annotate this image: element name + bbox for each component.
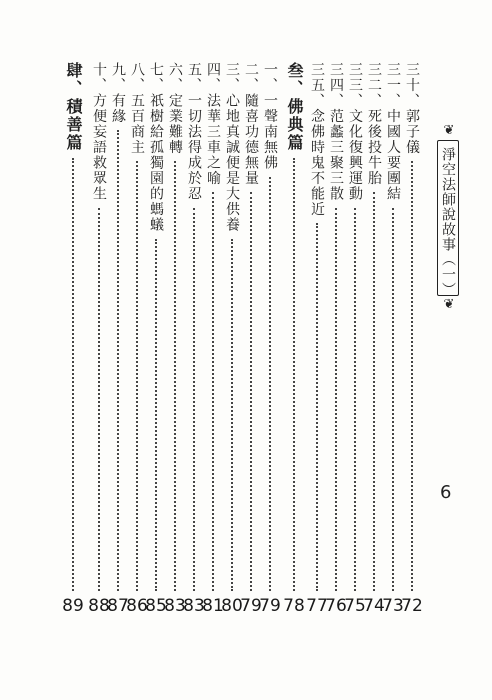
toc-dot-leader [155,239,157,591]
toc-entry-title: 三、心地真誠便是大供養 [224,62,240,233]
toc-entry-title: 三四、范蠡三聚三散 [328,62,344,202]
toc-dot-leader [354,208,356,591]
header-ornament-bottom-icon: ❦ [443,297,455,312]
toc-entry[interactable] [88,62,110,662]
toc-entry[interactable] [306,62,328,662]
toc-entry[interactable] [363,62,385,662]
toc-section[interactable] [283,62,305,662]
toc-entry[interactable] [325,62,347,662]
toc-dot-leader [174,161,176,591]
toc-dot-leader [136,161,138,591]
toc-dot-leader [231,239,233,591]
toc-entry[interactable] [107,62,129,662]
toc-entry-page: 88 [88,596,110,616]
toc-entry-page: 75 [344,596,366,616]
toc-entry-title: 五、一切法得成於忍 [186,62,202,202]
toc-entry[interactable] [164,62,186,662]
toc-entry-page: 73 [382,596,404,616]
toc-section-title: 叁、佛典篇 [285,62,304,152]
toc-entry-title: 六、定業難轉 [167,62,183,155]
toc-entry-page: 85 [145,596,167,616]
toc-entry-page: 83 [164,596,186,616]
toc-entry-page: 89 [62,596,84,616]
header-ornament-top-icon: ❦ [443,123,455,138]
toc-dot-leader [117,130,119,591]
toc-entry-title: 三五、念佛時鬼不能近 [309,62,325,217]
toc-dot-leader [250,192,252,591]
toc-entry-title: 八、五百商主 [129,62,145,155]
toc-entry-page: 78 [283,596,305,616]
toc-entry[interactable] [240,62,262,662]
toc-entry-page: 83 [183,596,205,616]
toc-section[interactable] [62,62,84,662]
toc-entry[interactable] [126,62,148,662]
toc-entry[interactable] [401,62,423,662]
toc-entry-page: 79 [240,596,262,616]
toc-entry[interactable] [145,62,167,662]
toc-entry-page: 79 [259,596,281,616]
toc-entry-page: 74 [363,596,385,616]
toc-entry-page: 76 [325,596,347,616]
toc-entry[interactable] [202,62,224,662]
toc-entry-title: 九、有緣 [110,62,126,124]
toc-dot-leader [335,208,337,591]
toc-dot-leader [373,192,375,591]
toc-entry-title: 七、祇樹給孤獨園的螞蟻 [148,62,164,233]
running-header [437,140,459,296]
toc-dot-leader [72,158,74,591]
toc-entry-page: 80 [221,596,243,616]
toc-entry-title: 二、隨喜功德無量 [243,62,259,186]
toc-entry-title: 一、一聲南無佛 [262,62,278,171]
toc-entry-title: 四、法華三車之喻 [205,62,221,186]
page-number: 6 [440,482,452,503]
toc-dot-leader [269,177,271,591]
toc-entry[interactable] [344,62,366,662]
toc-dot-leader [293,158,295,591]
toc-entry[interactable] [221,62,243,662]
toc-dot-leader [212,192,214,591]
toc-entry-title: 三十、郭子儀 [404,62,420,155]
toc-entry[interactable] [259,62,281,662]
running-header-title: 淨空法師說故事（一） [440,147,456,297]
toc-entry-page: 72 [401,596,423,616]
toc-dot-leader [411,161,413,591]
toc-entry-page: 77 [306,596,328,616]
toc-entry-title: 十、方便妄語救眾生 [91,62,107,202]
toc-entry-page: 81 [202,596,224,616]
toc-entry-title: 三二、死後投牛胎 [366,62,382,186]
toc-entry-page: 87 [107,596,129,616]
toc-entry-title: 三三、文化復興運動 [347,62,363,202]
toc-section-title: 肆、積善篇 [64,62,83,152]
toc-dot-leader [316,223,318,591]
toc-entry[interactable] [183,62,205,662]
toc-entry-page: 86 [126,596,148,616]
toc-entry-title: 三一、中國人要團結 [385,62,401,202]
toc-dot-leader [98,208,100,591]
toc-dot-leader [392,208,394,591]
toc-entry[interactable] [382,62,404,662]
toc-dot-leader [193,208,195,591]
